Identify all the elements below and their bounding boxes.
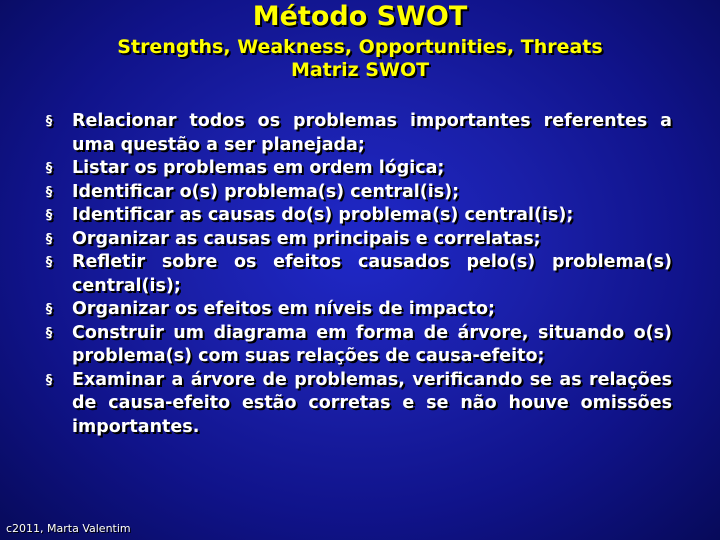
footer-copyright: c2011, Marta Valentim [6,522,131,535]
bullet-text: Organizar as causas em principais e correlatas; [72,228,541,249]
bullet-item [40,369,672,440]
bullet-marker-icon: § [45,161,53,176]
bullet-text: Identificar o(s) problema(s) central(is); [72,181,460,202]
bullet-item [40,181,672,205]
bullet-text: Refletir sobre os efeitos causados pelo(s) problema(s) central(is); [72,252,672,296]
slide-subtitle-line1: Strengths, Weakness, Opportunities, Threats [117,36,603,58]
bullet-marker-icon: § [45,208,53,223]
bullet-item [40,251,672,298]
bullet-text: Construir um diagrama em forma de árvore, situando o(s) problema(s) com suas relações de causa-efeito; [72,322,672,366]
bullet-item [40,298,672,322]
bullet-list [40,110,672,439]
bullet-marker-icon: § [45,255,53,270]
bullet-text: Identificar as causas do(s) problema(s) central(is); [72,205,574,225]
slide-subtitle-line2: Matriz SWOT [290,59,430,81]
bullet-item [40,228,672,252]
bullet-marker-icon: § [45,114,53,129]
bullet-marker-icon: § [45,184,53,200]
bullet-item [40,322,672,369]
bullet-text: Relacionar todos os problemas importantes referentes a uma questão a ser planejada; [72,111,672,155]
bullet-text: Organizar os efeitos em níveis de impacto; [72,299,496,319]
slide-title: Método SWOT [252,1,468,32]
bullet-item [40,157,672,181]
bullet-item [40,204,672,228]
bullet-item [40,110,672,157]
bullet-marker-icon: § [45,231,53,247]
bullet-text: Examinar a árvore de problemas, verificando se as relações de causa-efeito estão corretas e se não houve omissões importantes. [72,369,672,437]
bullet-marker-icon: § [45,302,53,317]
bullet-text: Listar os problemas em ordem lógica; [72,158,445,178]
bullet-marker-icon: § [45,325,53,341]
bullet-marker-icon: § [45,372,53,388]
